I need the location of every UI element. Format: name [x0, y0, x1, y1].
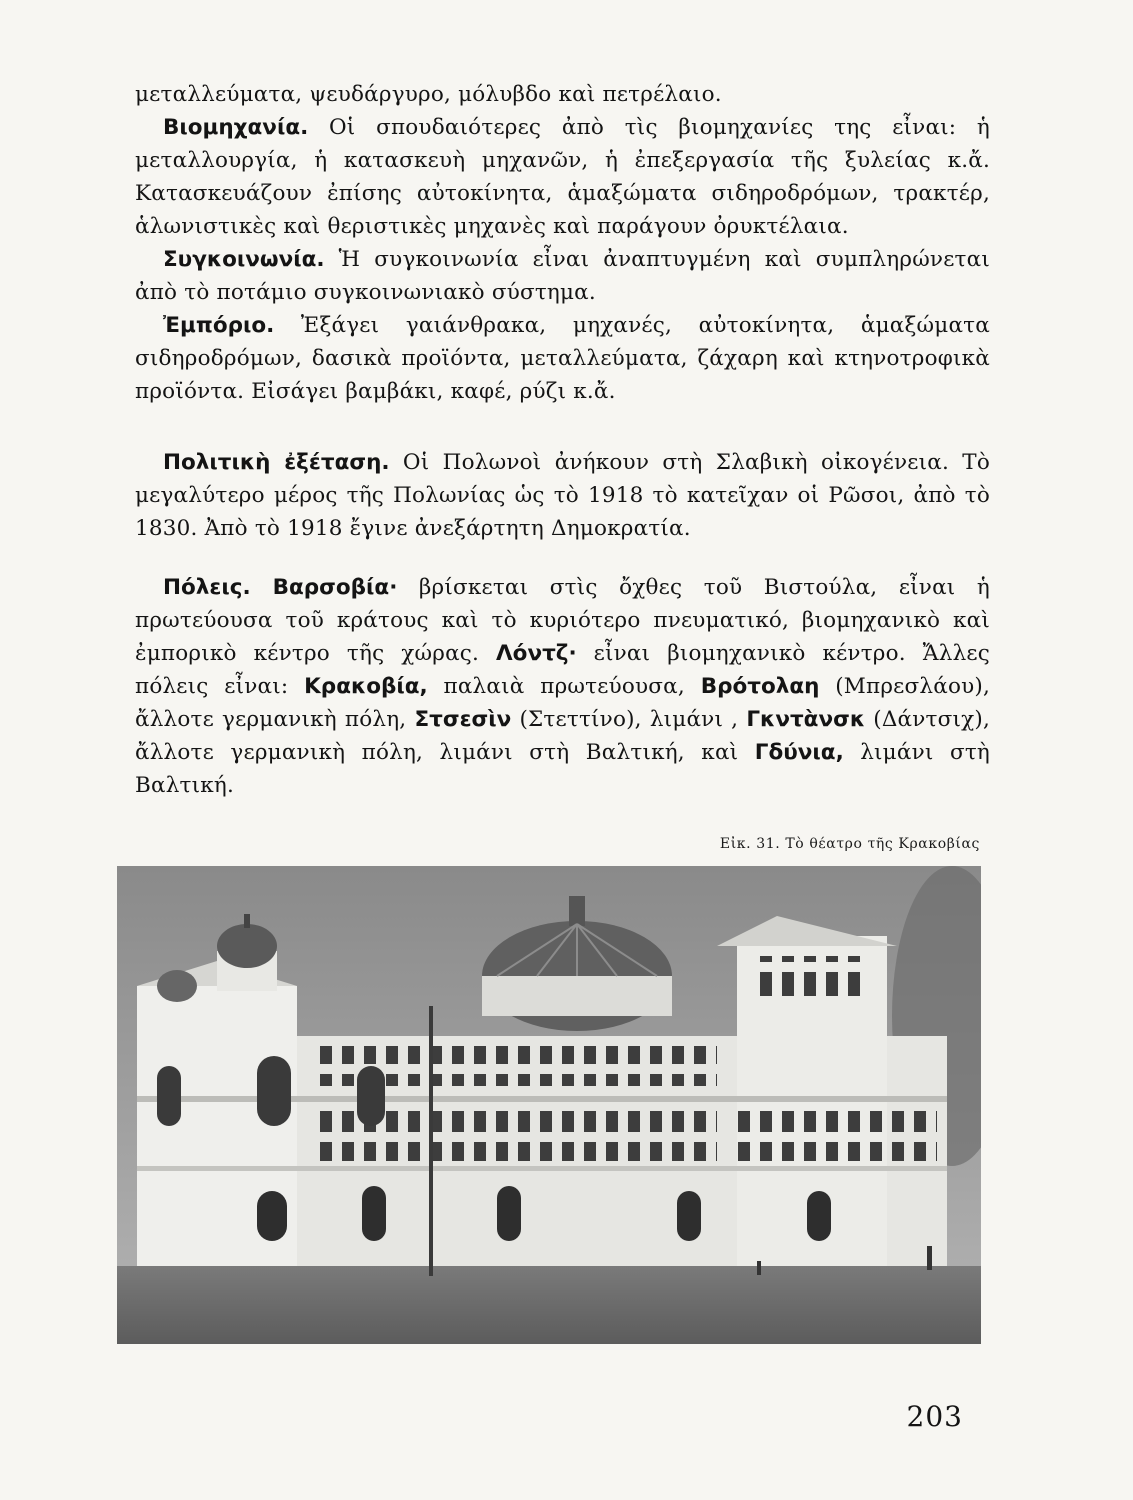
transport-paragraph: [135, 243, 990, 309]
intro-line: [135, 78, 990, 111]
intro-text: μεταλλεύματα, ψευδάργυρο, μόλυβδο καὶ πετρέλαιο.: [135, 82, 722, 107]
cities-text-7: λιμάνι στὴ Βαλτική.: [135, 740, 990, 798]
theatre-illustration: [117, 866, 981, 1344]
cities-text-3: παλαιὰ πρωτεύουσα,: [427, 674, 701, 699]
cities-text-6: (Δάντσιχ), ἄλλοτε γερμανικὴ πόλη, λιμάνι στὴ Βαλτική, καὶ: [135, 707, 990, 765]
politics-heading: Πολιτικὴ ἐξέταση.: [163, 450, 390, 475]
transport-heading: Συγκοινωνία.: [163, 247, 325, 272]
industry-heading: Βιομηχανία.: [163, 115, 309, 140]
commerce-heading: Ἐμπόριο.: [163, 313, 275, 338]
cities-paragraph: [135, 571, 990, 802]
city-gdansk: Γκντὰνσκ: [746, 707, 866, 732]
economy-section: [135, 78, 990, 408]
cities-section: [135, 571, 990, 802]
page-number: 203: [906, 1400, 963, 1433]
krakow-theatre-photo: [117, 866, 981, 1344]
city-lodz: Λόντζ·: [496, 641, 577, 666]
politics-section: [135, 446, 990, 545]
industry-paragraph: [135, 111, 990, 243]
figure-caption: Εἰκ. 31. Τὸ θέατρο τῆς Κρακοβίας: [719, 836, 980, 852]
transport-text: Ἡ συγκοινωνία εἶναι ἀναπτυγμένη καὶ συμπληρώνεται ἀπὸ τὸ ποτάμιο συγκοινωνιακὸ σύστημα.: [135, 247, 990, 305]
cities-heading: Πόλεις.: [163, 575, 251, 600]
cities-text-1: βρίσκεται στὶς ὄχθες τοῦ Βιστούλα, εἶναι ἡ πρωτεύουσα τοῦ κράτους καὶ τὸ κυριότερο πνευματικό, βιομηχανικὸ καὶ ἐμπορικὸ κέντρο τῆς χώρας.: [135, 575, 990, 666]
city-warsaw: Βαρσοβία·: [250, 575, 398, 600]
city-gdynia: Γδύνια,: [754, 740, 844, 765]
city-szczecin: Στσεσὶν: [414, 707, 512, 732]
city-wroclaw: Βρότολαη: [700, 674, 820, 699]
industry-text: Οἱ σπουδαιότερες ἀπὸ τὶς βιομηχανίες της εἶναι: ἡ μεταλλουργία, ἡ κατασκευὴ μηχανῶν, ἡ ἐπεξεργασία τῆς ξυλείας κ.ἄ. Κατασκευάζουν ἐπίσης αὐτοκίνητα, ἁμαξώματα σιδηροδρόμων, τρακτέρ, ἁλωνιστικὲς καὶ θεριστικὲς μηχανὲς καὶ παράγουν ὀρυκτέλαια.: [135, 115, 990, 239]
commerce-text: Ἐξάγει γαιάνθρακα, μηχανές, αὐτοκίνητα, ἁμαξώματα σιδηροδρόμων, δασικὰ προϊόντα, μεταλλεύματα, ζάχαρη καὶ κτηνοτροφικὰ προϊόντα. Εἰσάγει βαμβάκι, καφέ, ρύζι κ.ἄ.: [135, 313, 990, 404]
politics-paragraph: [135, 446, 990, 545]
city-krakow: Κρακοβία,: [304, 674, 428, 699]
cities-text-4: (Μπρεσλάου), ἄλλοτε γερμανικὴ πόλη,: [135, 674, 990, 732]
politics-text: Οἱ Πολωνοὶ ἀνήκουν στὴ Σλαβικὴ οἰκογένεια. Τὸ μεγαλύτερο μέρος τῆς Πολωνίας ὡς τὸ 1918 τὸ κατεῖχαν οἱ Ρῶσοι, ἀπὸ τὸ 1830. Ἀπὸ τὸ 1918 ἔγινε ἀνεξάρτητη Δημοκρατία.: [135, 450, 990, 541]
commerce-paragraph: [135, 309, 990, 408]
cities-text-5: (Στεττίνο), λιμάνι ,: [511, 707, 747, 732]
cities-text-2: εἶναι βιομηχανικὸ κέντρο. Ἄλλες πόλεις εἶναι:: [135, 641, 990, 699]
